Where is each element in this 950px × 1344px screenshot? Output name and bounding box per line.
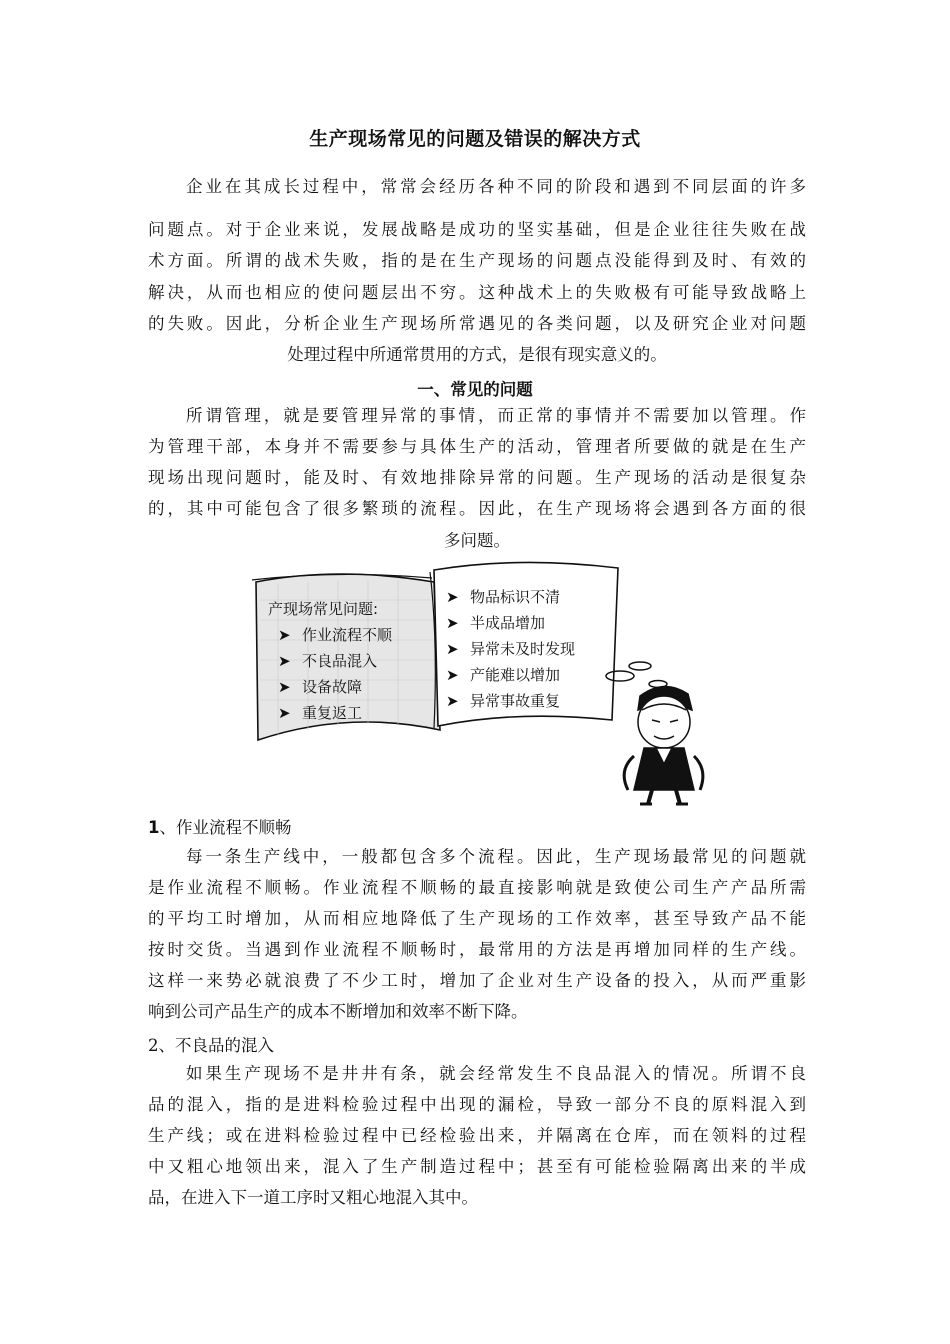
item1-label: 、作业流程不顺畅 xyxy=(159,818,292,837)
item2-heading: 2、不良品的混入 xyxy=(148,1036,274,1055)
left-notice-item-4: 重复返工 xyxy=(302,704,363,722)
right-notice-item-4: 产能难以增加 xyxy=(470,666,561,684)
item2-line-5: 品，在进入下一道工序时又粗心地混入其中。 xyxy=(148,1188,478,1207)
right-bullet-3-icon: ➤ xyxy=(446,640,459,658)
item1-line-5: 这样一来势必就浪费了不少工时，增加了企业对生产设备的投入，从而严重影 xyxy=(148,971,806,990)
right-bullet-5-icon: ➤ xyxy=(446,692,459,710)
problems-illustration xyxy=(248,560,718,808)
left-notice-item-2: 不良品混入 xyxy=(302,652,378,670)
section1-line-5: 多问题。 xyxy=(444,531,510,550)
section1-line-1: 所谓管理，就是要管理异常的事情，而正常的事情并不需要加以管理。作 xyxy=(186,406,806,425)
left-notice-title: 产现场常见问题: xyxy=(268,600,379,618)
item1-heading xyxy=(148,814,291,838)
intro-line-5: 的失败。因此，分析企业生产现场所常遇见的各类问题，以及研究企业对问题 xyxy=(148,314,806,333)
right-notice-paper xyxy=(430,562,618,728)
left-notice-item-3: 设备故障 xyxy=(302,678,363,696)
left-notice-paper xyxy=(252,574,440,740)
intro-line-1: 企业在其成长过程中，常常会经历各种不同的阶段和遇到不同层面的许多 xyxy=(186,177,806,196)
intro-line-4: 解决，从而也相应的使问题层出不穷。这种战术上的失败极有可能导致战略上 xyxy=(148,283,806,302)
item1-line-6: 响到公司产品生产的成本不断增加和效率不断下降。 xyxy=(148,1002,528,1021)
right-notice-item-2: 半成品增加 xyxy=(470,614,546,632)
item2-line-3: 生产线；或在进料检验过程中已经检验出来，并隔离在仓库，而在领料的过程 xyxy=(148,1126,806,1145)
right-bullet-2-icon: ➤ xyxy=(446,614,459,632)
intro-line-6: 处理过程中所通常贯用的方式，是很有现实意义的。 xyxy=(287,345,667,364)
intro-line-2: 问题点。对于企业来说，发展战略是成功的坚实基础，但是企业往往失败在战 xyxy=(148,220,806,239)
confused-person-icon xyxy=(606,662,703,804)
left-bullet-1-icon: ➤ xyxy=(278,626,291,644)
intro-line-3: 术方面。所谓的战术失败，指的是在生产现场的问题点没能得到及时、有效的 xyxy=(148,251,806,270)
item1-line-4: 按时交货。当遇到作业流程不顺畅时，最常用的方法是再增加同样的生产线。 xyxy=(148,940,806,959)
section1-line-3: 现场出现问题时，能及时、有效地排除异常的问题。生产现场的活动是很复杂 xyxy=(148,468,806,487)
item2-line-4: 中又粗心地领出来，混入了生产制造过程中；甚至有可能检验隔离出来的半成 xyxy=(148,1157,806,1176)
item2-line-1: 如果生产现场不是井井有条，就会经常发生不良品混入的情况。所谓不良 xyxy=(186,1064,806,1083)
item1-line-1: 每一条生产线中，一般都包含多个流程。因此，生产现场最常见的问题就 xyxy=(186,847,806,866)
item1-line-3: 的平均工时增加，从而相应地降低了生产现场的工作效率，甚至导致产品不能 xyxy=(148,909,806,928)
section-heading-common-problems: 一、常见的问题 xyxy=(417,380,533,399)
right-bullet-1-icon: ➤ xyxy=(446,588,459,606)
right-bullet-4-icon: ➤ xyxy=(446,666,459,684)
right-notice-item-5: 异常事故重复 xyxy=(470,692,561,710)
document-title: 生产现场常见的问题及错误的解决方式 xyxy=(309,128,641,150)
left-bullet-3-icon: ➤ xyxy=(278,678,291,696)
section1-line-4: 的，其中可能包含了很多繁琐的流程。因此，在生产现场将会遇到各方面的很 xyxy=(148,499,806,518)
item2-line-2: 品的混入，指的是进料检验过程中出现的漏检，导致一部分不良的原料混入到 xyxy=(148,1095,806,1114)
item1-line-2: 是作业流程不顺畅。作业流程不顺畅的最直接影响就是致使公司生产产品所需 xyxy=(148,878,806,897)
right-notice-item-1: 物品标识不清 xyxy=(470,588,561,606)
right-notice-item-3: 异常未及时发现 xyxy=(470,640,576,658)
left-bullet-2-icon: ➤ xyxy=(278,652,291,670)
item1-number: 1 xyxy=(148,818,160,837)
left-notice-item-1: 作业流程不顺 xyxy=(302,626,393,644)
left-bullet-4-icon: ➤ xyxy=(278,704,291,722)
section1-line-2: 为管理干部，本身并不需要参与具体生产的活动，管理者所要做的就是在生产 xyxy=(148,437,806,456)
